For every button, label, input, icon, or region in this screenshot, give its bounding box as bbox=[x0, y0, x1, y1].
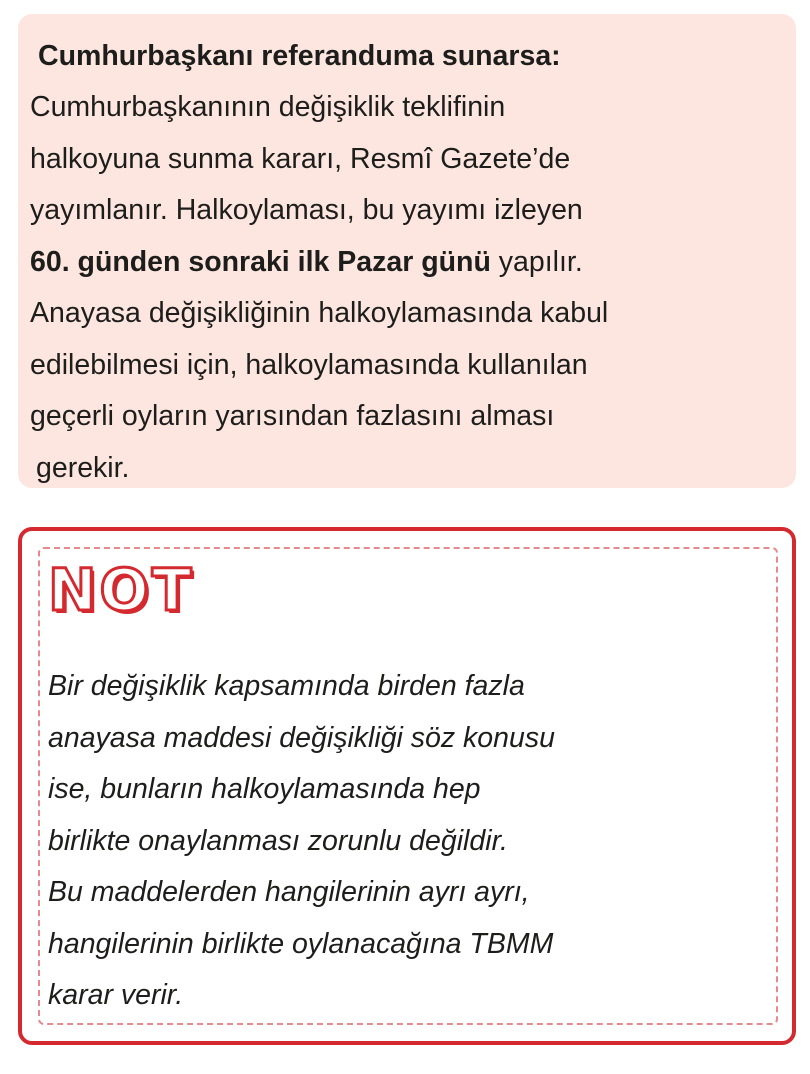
note-line: birlikte onaylanması zorunlu değildir. bbox=[48, 824, 508, 857]
info-line: Cumhurbaşkanının değişiklik teklifinin bbox=[30, 91, 506, 123]
info-heading: Cumhurbaşkanı referanduma sunarsa: bbox=[38, 40, 561, 72]
info-line: edilebilmesi için, halkoylamasında kullanılan bbox=[30, 348, 588, 381]
referendum-info-box bbox=[18, 14, 796, 488]
note-line: karar verir. bbox=[48, 979, 184, 1011]
info-line: halkoyuna sunma kararı, Resmî Gazete’de bbox=[30, 142, 571, 175]
info-line: yayımlanır. Halkoylaması, bu yayımı izleyen bbox=[30, 194, 583, 226]
note-line: hangilerinin birlikte oylanacağına TBMM bbox=[48, 927, 554, 960]
info-body bbox=[30, 82, 784, 494]
info-line: geçerli oyların yarısından fazlasını alması bbox=[30, 400, 555, 432]
note-line: Bir değişiklik kapsamında birden fazla bbox=[48, 670, 525, 702]
note-title: NOT bbox=[48, 556, 195, 624]
info-line bbox=[30, 237, 784, 289]
note-body bbox=[48, 661, 555, 1022]
info-line: gerekir. bbox=[36, 451, 130, 484]
note-line: ise, bunların halkoylamasında hep bbox=[48, 773, 481, 805]
note-line: anayasa maddesi değişikliği söz konusu bbox=[48, 721, 555, 754]
info-highlight: 60. günden sonraki ilk Pazar günü bbox=[30, 245, 491, 278]
note-line: Bu maddelerden hangilerinin ayrı ayrı, bbox=[48, 876, 530, 908]
info-line: Anayasa değişikliğinin halkoylamasında kabul bbox=[30, 297, 609, 329]
info-line-rest: yapılır. bbox=[490, 245, 583, 278]
note-box bbox=[18, 527, 796, 1045]
